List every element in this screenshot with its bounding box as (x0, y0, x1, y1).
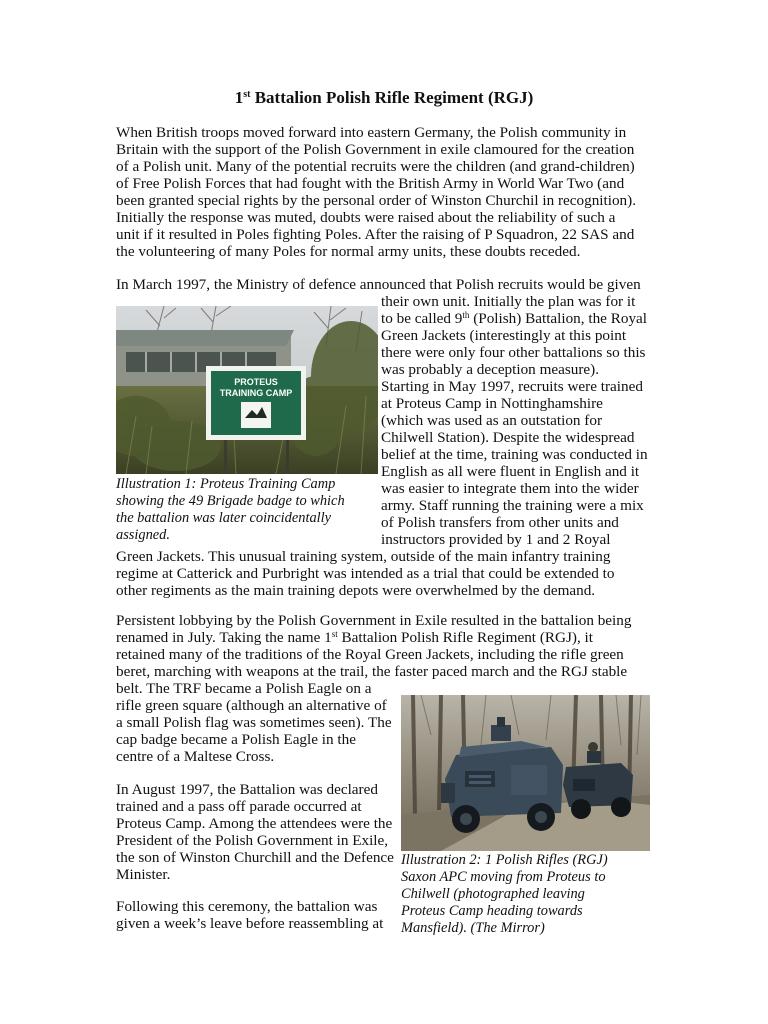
proteus-camp-photo (116, 306, 378, 474)
body-line: instructors provided by 1 and 2 Royal (381, 531, 611, 548)
body-line: In August 1997, the Battalion was declared (116, 781, 378, 798)
page-title: 1st Battalion Polish Rifle Regiment (RGJ) (234, 88, 534, 107)
body-line: unit if it resulted in Poles fighting Poles. After the raising of P Squadron, 22 SAS and (116, 226, 635, 243)
body-line: army. Staff running the training were a mix (381, 497, 644, 514)
body-line: Green Jackets (interestingly at this point (381, 327, 627, 344)
sign-line-2: TRAINING CAMP (219, 388, 293, 398)
body-line: given a week’s leave before reassembling at (116, 915, 384, 932)
figure-caption-1: assigned. (116, 527, 170, 543)
body-line: the son of Winston Churchill and the Defence (116, 849, 394, 866)
body-line: been granted special rights by the personal order of Winston Churchil in recognition). (116, 192, 636, 209)
body-line: President of the Polish Government in Exile, (116, 832, 389, 849)
body-line: at Proteus Camp in Nottinghamshire (381, 395, 603, 412)
body-line: centre of a Maltese Cross. (116, 748, 275, 765)
body-line: Following this ceremony, the battalion was (116, 898, 378, 915)
body-line: belief at the time, training was conducted in (381, 446, 648, 463)
body-line: Minister. (116, 866, 171, 883)
body-line: their own unit. Initially the plan was for it (381, 293, 636, 310)
figure-caption-1: Illustration 1: Proteus Training Camp (116, 476, 336, 492)
body-line: of Polish transfers from other units and (381, 514, 619, 531)
body-line: Persistent lobbying by the Polish Government in Exile resulted in the battalion being (116, 612, 632, 629)
body-line: cap badge became a Polish Eagle in the (116, 731, 356, 748)
figure-caption-2: Proteus Camp heading towards (401, 903, 583, 919)
figure-caption-2: Saxon APC moving from Proteus to (401, 869, 606, 885)
figure-caption-2: Illustration 2: 1 Polish Rifles (RGJ) (401, 852, 608, 868)
body-line: Green Jackets. This unusual training system, outside of the main infantry training (116, 548, 611, 565)
body-line: When British troops moved forward into eastern Germany, the Polish community in (116, 124, 627, 141)
body-line: was easier to integrate them into the wider (381, 480, 639, 497)
body-line: regime at Catterick and Purbright was intended as a trial that could be extended to (116, 565, 615, 582)
body-line: renamed in July. Taking the name 1st Battalion Polish Rifle Regiment (RGJ), it (116, 629, 593, 646)
body-line: Initially the response was muted, doubts were raised about the reliability of such a (116, 209, 616, 226)
body-line: rifle green square (although an alternative of (116, 697, 387, 714)
body-line: belt. The TRF became a Polish Eagle on a (116, 680, 372, 697)
body-line: In March 1997, the Ministry of defence announced that Polish recruits would be given (116, 276, 641, 293)
figure-caption-1: showing the 49 Brigade badge to which (116, 493, 345, 509)
body-line: to be called 9th (Polish) Battalion, the Royal (381, 310, 647, 327)
saxon-apc-photo (401, 695, 650, 851)
figure-caption-2: Mansfield). (The Mirror) (401, 920, 545, 936)
body-line: a small Polish flag was sometimes seen). The (116, 714, 392, 731)
figure-caption-1: the battalion was later coincidentally (116, 510, 332, 526)
sign-line-1: PROTEUS (234, 377, 278, 387)
body-line: English as all were fluent in English and it (381, 463, 640, 480)
body-line: other regiments as the main training depots were overwhelmed by the demand. (116, 582, 596, 599)
body-line: (which was used as an outstation for (381, 412, 603, 429)
body-line: of a Polish unit. Many of the potential recruits were the children (and grand-children) (116, 158, 635, 175)
body-line: the volunteering of many Poles for normal army units, these doubts receded. (116, 243, 581, 260)
body-line: of Free Polish Forces that had fought with the British Army in World War Two (and (116, 175, 625, 192)
body-line: Starting in May 1997, recruits were trained (381, 378, 643, 395)
body-line: Britain with the support of the Polish Government in exile clamoured for the creation (116, 141, 635, 158)
body-line: there were only four other battalions so this (381, 344, 646, 361)
body-line: Proteus Camp. Among the attendees were the (116, 815, 393, 832)
body-line: trained and a pass off parade occurred at (116, 798, 362, 815)
body-line: beret, marching with weapons at the trail, the faster paced march and the RGJ stable (116, 663, 628, 680)
body-line: retained many of the traditions of the Royal Green Jackets, including the rifle green (116, 646, 624, 663)
body-line: was probably a deception measure). (381, 361, 600, 378)
body-line: Chilwell Station). Despite the widespread (381, 429, 635, 446)
figure-caption-2: Chilwell (photographed leaving (401, 886, 585, 902)
